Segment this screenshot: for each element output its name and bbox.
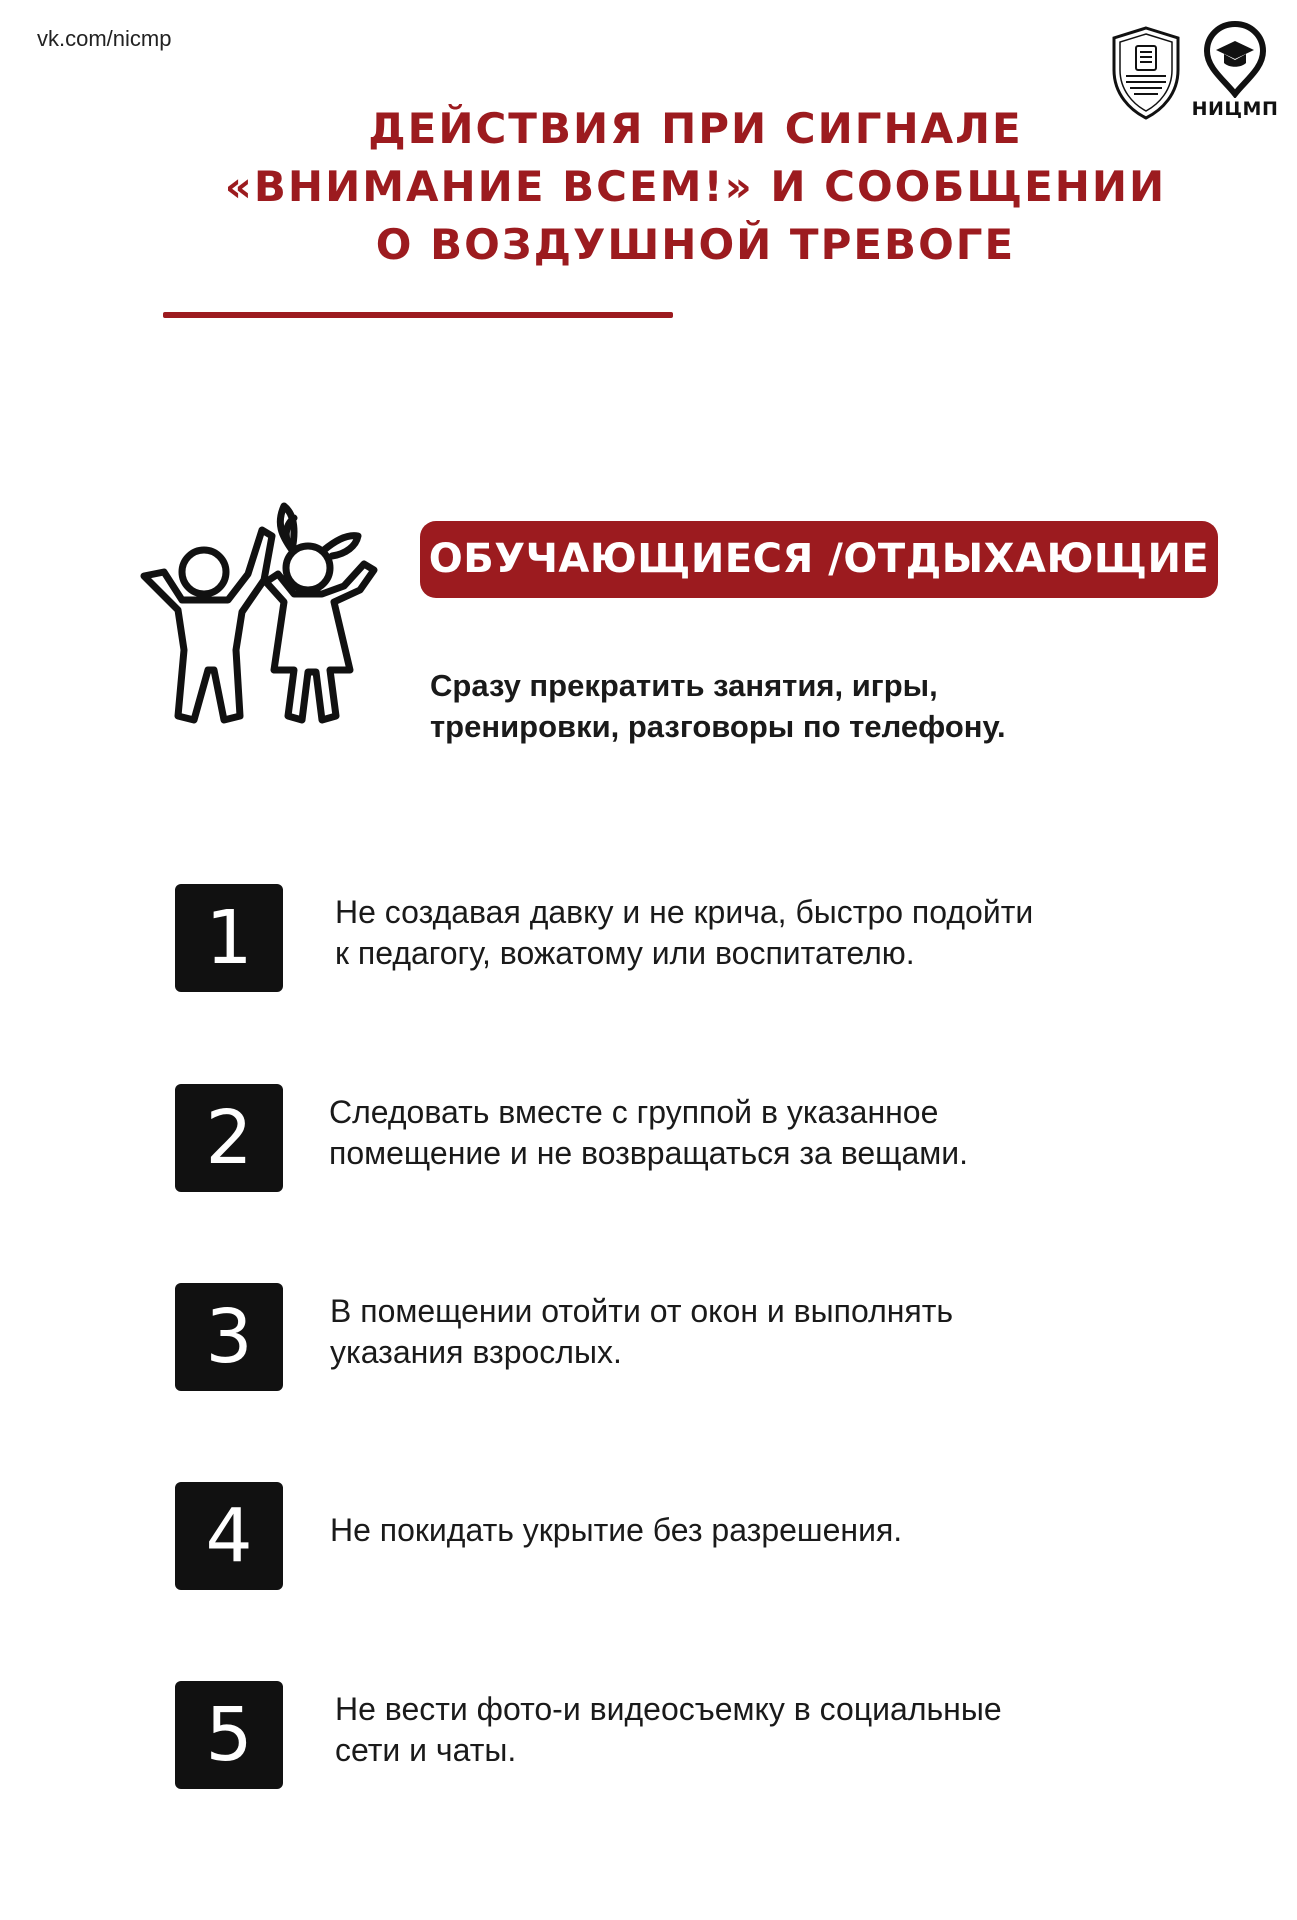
title-line: «ВНИМАНИЕ ВСЕМ!» И СООБЩЕНИИ: [224, 162, 1167, 211]
step-line: к педагогу, вожатому или воспитателю.: [335, 935, 915, 971]
title-line: О ВОЗДУШНОЙ ТРЕВОГЕ: [375, 220, 1016, 269]
audience-badge: ОБУЧАЮЩИЕСЯ /ОТДЫХАЮЩИЕ: [420, 521, 1218, 598]
step-text: [330, 1291, 1130, 1373]
title-divider: [163, 312, 673, 318]
page-title: [0, 100, 1297, 274]
source-url: vk.com/nicmp: [37, 26, 172, 51]
step-number: 5: [175, 1681, 283, 1789]
step-line: помещение и не возвращаться за вещами.: [329, 1135, 969, 1171]
step-line: сети и чаты.: [335, 1732, 517, 1768]
intro-line: Сразу прекратить занятия, игры,: [430, 668, 938, 703]
step-number: 1: [175, 884, 283, 992]
step-line: Следовать вместе с группой в указанное: [329, 1094, 939, 1130]
step-line: Не создавая давку и не крича, быстро подойти: [335, 894, 1034, 930]
children-icon: [136, 490, 386, 730]
step-line: Не вести фото-и видеосъемку в социальные: [335, 1691, 1002, 1727]
step-text: [329, 1092, 1129, 1174]
intro-text: [430, 665, 1190, 747]
step-text: [330, 1510, 1130, 1551]
step-number: 4: [175, 1482, 283, 1590]
title-line: ДЕЙСТВИЯ ПРИ СИГНАЛЕ: [368, 104, 1023, 153]
step-number: 2: [175, 1084, 283, 1192]
intro-line: тренировки, разговоры по телефону.: [430, 709, 1006, 744]
nicmp-label: НИЦМП: [1191, 98, 1279, 120]
map-pin-graduation-icon: [1202, 20, 1268, 98]
step-number: 3: [175, 1283, 283, 1391]
step-line: В помещении отойти от окон и выполнять: [330, 1293, 954, 1329]
step-text: [335, 1689, 1135, 1771]
step-text: [335, 892, 1135, 974]
step-line: Не покидать укрытие без разрешения.: [330, 1512, 903, 1548]
step-line: указания взрослых.: [330, 1334, 622, 1370]
